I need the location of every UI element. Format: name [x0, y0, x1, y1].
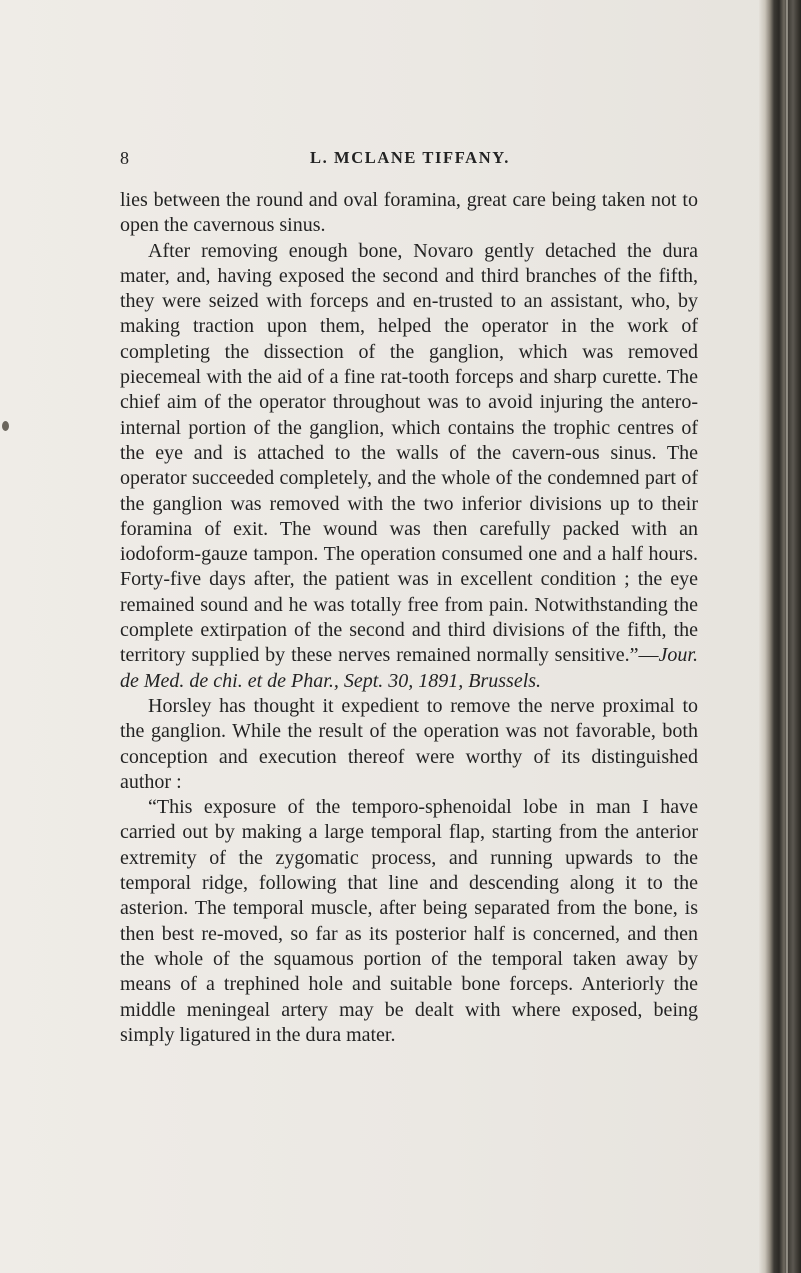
- running-title: L. MCLANE TIFFANY.: [310, 148, 510, 167]
- paragraph-horsley-quote: “This exposure of the temporo-sphenoidal lobe in man I have carried out by making a large temporal flap, starting from the anterior extremity of the zygomatic process, and running upwards to the temporal ridge, following that line and descending along it to the asterion. The temporal muscle, after being separated from the bone, is then best re-moved, so far as its posterior half is concerned, and then the whole of the squamous portion of the temporal taken away by means of a trephined hole and suitable bone forceps. Anteriorly the middle meningeal artery may be dealt with where exposed, being simply ligatured in the dura mater.: [120, 796, 698, 1046]
- page-header: [120, 148, 700, 172]
- binding-highlight: [786, 0, 788, 1273]
- body-text: [120, 188, 698, 1048]
- paragraph-horsley: Horsley has thought it expedient to remove the nerve proximal to the ganglion. While the result of the operation was not favorable, both conception and execution thereof were worthy of its distinguished author :: [120, 694, 698, 793]
- page-number: 8: [120, 148, 130, 168]
- paragraph-continuation: lies between the round and oval foramina, great care being taken not to open the cavernous sinus.: [120, 189, 698, 237]
- paragraph-novaro-text: After removing enough bone, Novaro gently detached the dura mater, and, having exposed the second and third branches of the fifth, they were seized with forceps and en-trusted to an assistant, who, by making traction upon them, helped the operator in the work of completing the dissection of the ganglion, which was removed piecemeal with the aid of a fine rat-tooth forceps and sharp curette. The chief aim of the operator throughout was to avoid injuring the antero-internal portion of the ganglion, which contains the trophic centres of the eye and is attached to the walls of the cavern-ous sinus. The operator succeeded completely, and the whole of the condemned part of the ganglion was removed with the two inferior divisions up to their foramina of exit. The wound was then carefully packed with an iodoform-gauze tampon. The operation consumed one and a half hours. Forty-five days after, the patient was in excellent condition ; the eye remained sound and he was totally free from pain. Notwithstanding the complete extirpation of the second and third divisions of the fifth, the territory supplied by these nerves remained normally sensitive.”—: [120, 239, 698, 667]
- paragraph-novaro-operation: [120, 239, 698, 694]
- margin-ink-mark: [2, 421, 9, 431]
- book-binding-edge: [759, 0, 801, 1273]
- journal-citation: Jour. de Med. de chi. et de Phar., Sept. 30, 1891, Brussels.: [120, 644, 698, 692]
